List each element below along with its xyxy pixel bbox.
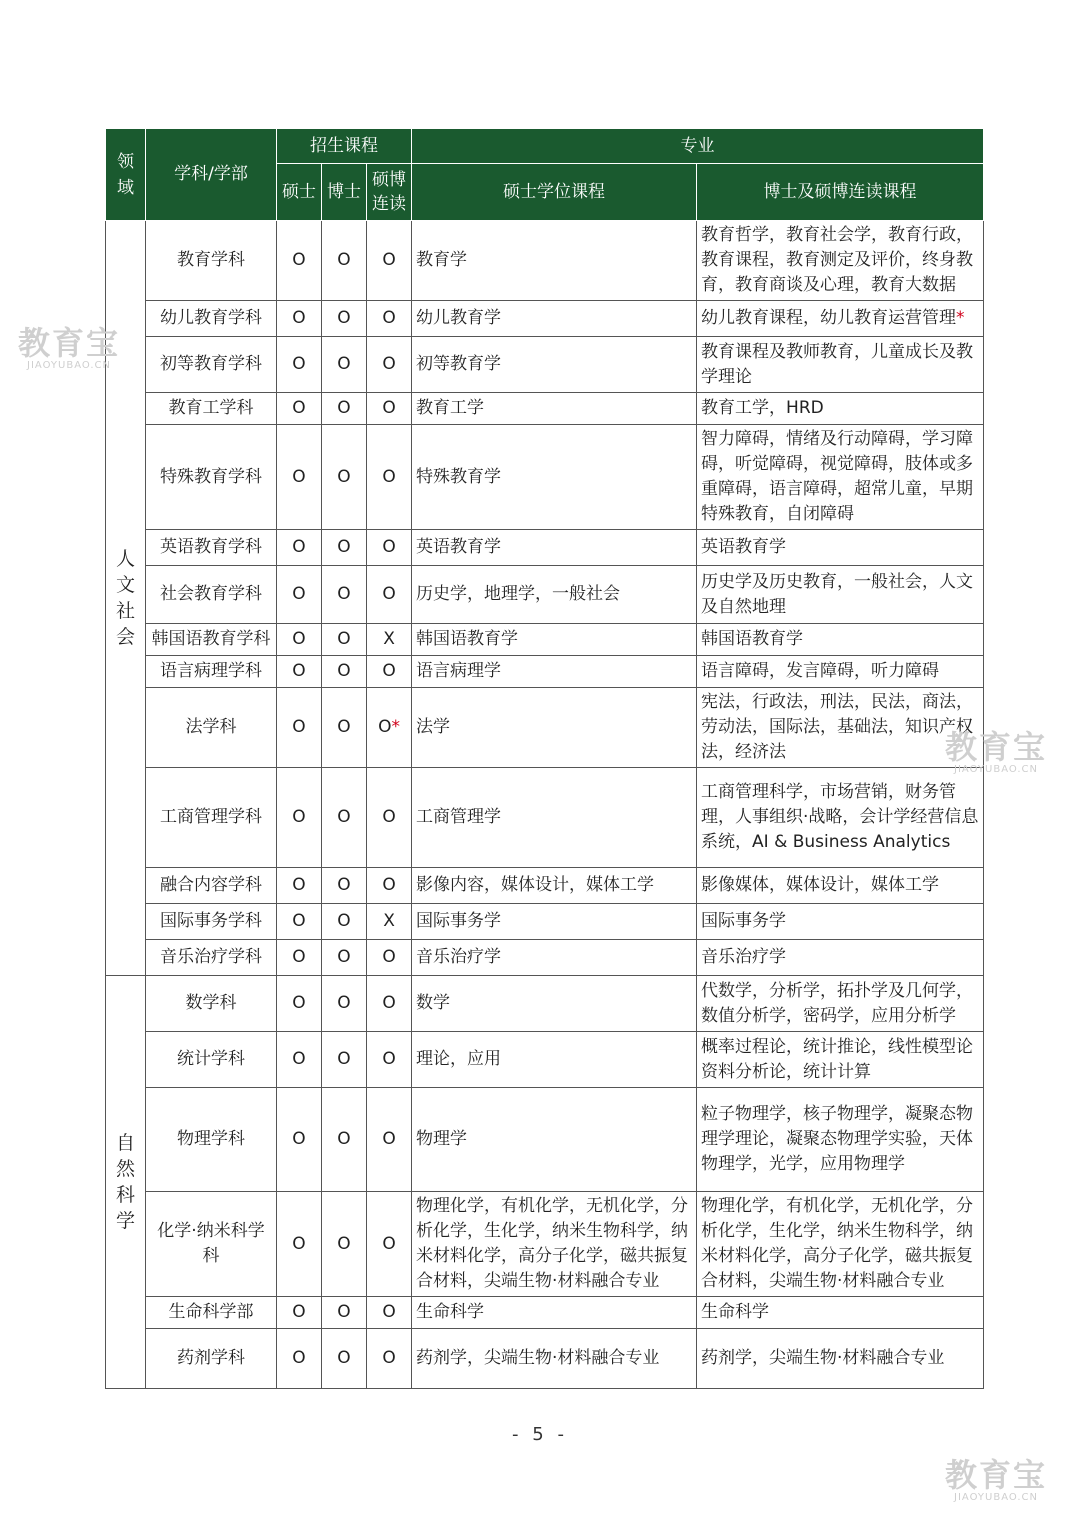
master-course-cell: 法学 — [412, 688, 697, 768]
master-mark: O — [277, 904, 322, 940]
combined-mark: O — [367, 221, 412, 301]
doctor-mark: O — [322, 393, 367, 425]
master-mark: O — [277, 940, 322, 976]
table-row — [106, 1329, 984, 1389]
master-mark: O — [277, 1088, 322, 1192]
master-course-cell: 物理学 — [412, 1088, 697, 1192]
master-course-cell: 数学 — [412, 976, 697, 1032]
dept-cell: 化学·纳米科学科 — [146, 1192, 277, 1297]
table-row — [106, 530, 984, 566]
dept-cell: 生命科学部 — [146, 1297, 277, 1329]
doctor-course-cell: 英语教育学 — [697, 530, 984, 566]
table-row — [106, 221, 984, 301]
header-enroll-group: 招生课程 — [277, 129, 412, 164]
dept-cell: 药剂学科 — [146, 1329, 277, 1389]
doctor-mark: O — [322, 768, 367, 868]
master-mark: O — [277, 688, 322, 768]
combined-mark: O — [367, 1329, 412, 1389]
area-label: 自然科学 — [115, 1131, 135, 1232]
doctor-course-cell: 宪法，行政法，刑法，民法，商法，劳动法，国际法，基础法，知识产权法，经济法 — [697, 688, 984, 768]
combined-mark: O — [367, 1032, 412, 1088]
doctor-mark: O — [322, 904, 367, 940]
dept-cell: 英语教育学科 — [146, 530, 277, 566]
dept-cell: 初等教育学科 — [146, 337, 277, 393]
header-major-group: 专业 — [412, 129, 984, 164]
master-course-cell: 国际事务学 — [412, 904, 697, 940]
doctor-mark: O — [322, 337, 367, 393]
header-master: 硕士 — [277, 164, 322, 221]
doctor-course-cell: 智力障碍，情绪及行动障碍，学习障碍，听觉障碍，视觉障碍，肢体或多重障碍，语言障碍，超常儿童，早期特殊教育，自闭障碍 — [697, 425, 984, 530]
dept-cell: 统计学科 — [146, 1032, 277, 1088]
dept-cell: 法学科 — [146, 688, 277, 768]
master-mark: O — [277, 1192, 322, 1297]
combined-mark: O — [367, 976, 412, 1032]
doctor-course-cell: 药剂学，尖端生物·材料融合专业 — [697, 1329, 984, 1389]
combined-mark: O — [367, 1297, 412, 1329]
master-course-cell: 物理化学，有机化学，无机化学，分析化学，生化学，纳米生物科学，纳米材料化学，高分子化学，磁共振复合材料，尖端生物·材料融合专业 — [412, 1192, 697, 1297]
master-course-cell: 幼儿教育学 — [412, 301, 697, 337]
doctor-mark: O — [322, 688, 367, 768]
doctor-mark: O — [322, 656, 367, 688]
table-row — [106, 768, 984, 868]
doctor-mark: O — [322, 1297, 367, 1329]
doctor-course-cell: 生命科学 — [697, 1297, 984, 1329]
dept-cell: 物理学科 — [146, 1088, 277, 1192]
master-mark: O — [277, 566, 322, 624]
note-asterisk: * — [391, 717, 400, 737]
doctor-mark: O — [322, 868, 367, 904]
combined-mark: O — [367, 1192, 412, 1297]
doctor-course-cell: 国际事务学 — [697, 904, 984, 940]
combined-mark: O — [367, 425, 412, 530]
combined-mark: O — [367, 768, 412, 868]
header-master-course: 硕士学位课程 — [412, 164, 697, 221]
dept-cell: 数学科 — [146, 976, 277, 1032]
combined-mark: X — [367, 624, 412, 656]
master-mark: O — [277, 976, 322, 1032]
dept-cell: 国际事务学科 — [146, 904, 277, 940]
area-label: 人文社会 — [115, 547, 135, 648]
dept-cell: 语言病理学科 — [146, 656, 277, 688]
doctor-mark: O — [322, 976, 367, 1032]
table-row — [106, 656, 984, 688]
master-mark: O — [277, 656, 322, 688]
master-course-cell: 工商管理学 — [412, 768, 697, 868]
doctor-mark: O — [322, 624, 367, 656]
header-dept: 学科/学部 — [146, 129, 277, 221]
master-mark: O — [277, 301, 322, 337]
master-mark: O — [277, 425, 322, 530]
dept-cell: 教育学科 — [146, 221, 277, 301]
master-mark: O — [277, 624, 322, 656]
watermark-logo: 教育宝 JIAOYUBAO.CN — [18, 324, 121, 371]
combined-mark: O — [367, 868, 412, 904]
doctor-course-cell: 概率过程论，统计推论，线性模型论资料分析论，统计计算 — [697, 1032, 984, 1088]
header-doctor: 博士 — [322, 164, 367, 221]
master-mark: O — [277, 1329, 322, 1389]
table-row — [106, 301, 984, 337]
doctor-course-cell: 工商管理科学，市场营销，财务管理，人事组织·战略，会计学经营信息系统，AI & Business Analytics — [697, 768, 984, 868]
master-course-cell: 特殊教育学 — [412, 425, 697, 530]
doctor-mark: O — [322, 221, 367, 301]
page-number: - 5 - — [512, 1424, 568, 1445]
watermark-logo: 教育宝 JIAOYUBAO.CN — [945, 1456, 1048, 1503]
dept-cell: 社会教育学科 — [146, 566, 277, 624]
table-row — [106, 1032, 984, 1088]
dept-cell: 韩国语教育学科 — [146, 624, 277, 656]
header-combined: 硕博连读 — [367, 164, 412, 221]
area-cell — [106, 976, 146, 1389]
doctor-course-cell: 语言障碍，发言障碍，听力障碍 — [697, 656, 984, 688]
doctor-course-cell: 历史学及历史教育，一般社会，人文及自然地理 — [697, 566, 984, 624]
combined-mark: O — [367, 566, 412, 624]
doctor-mark: O — [322, 1192, 367, 1297]
master-mark: O — [277, 768, 322, 868]
master-course-cell: 语言病理学 — [412, 656, 697, 688]
combined-mark: O — [367, 301, 412, 337]
dept-cell: 音乐治疗学科 — [146, 940, 277, 976]
doctor-course-cell: 教育课程及教师教育，儿童成长及教学理论 — [697, 337, 984, 393]
master-mark: O — [277, 868, 322, 904]
combined-mark: O* — [367, 688, 412, 768]
doctor-course-cell: 幼儿教育课程，幼儿教育运营管理* — [697, 301, 984, 337]
doctor-course-cell: 代数学，分析学，拓扑学及几何学，数值分析学，密码学，应用分析学 — [697, 976, 984, 1032]
combined-mark: O — [367, 1088, 412, 1192]
master-mark: O — [277, 1032, 322, 1088]
doctor-mark: O — [322, 301, 367, 337]
table-row — [106, 1192, 984, 1297]
master-course-cell: 历史学，地理学，一般社会 — [412, 566, 697, 624]
combined-mark: X — [367, 904, 412, 940]
doctor-course-cell: 物理化学，有机化学，无机化学，分析化学，生化学，纳米生物科学，纳米材料化学，高分子化学，磁共振复合材料，尖端生物·材料融合专业 — [697, 1192, 984, 1297]
dept-cell: 教育工学科 — [146, 393, 277, 425]
master-course-cell: 理论，应用 — [412, 1032, 697, 1088]
doctor-mark: O — [322, 940, 367, 976]
doctor-mark: O — [322, 566, 367, 624]
note-asterisk: * — [956, 308, 965, 328]
table-row — [106, 688, 984, 768]
master-mark: O — [277, 1297, 322, 1329]
dept-cell: 特殊教育学科 — [146, 425, 277, 530]
table-row — [106, 904, 984, 940]
doctor-mark: O — [322, 1088, 367, 1192]
master-course-cell: 初等教育学 — [412, 337, 697, 393]
doctor-mark: O — [322, 1329, 367, 1389]
master-course-cell: 音乐治疗学 — [412, 940, 697, 976]
master-mark: O — [277, 393, 322, 425]
master-course-cell: 英语教育学 — [412, 530, 697, 566]
table-row — [106, 976, 984, 1032]
doctor-mark: O — [322, 425, 367, 530]
table-row — [106, 1088, 984, 1192]
table-row — [106, 940, 984, 976]
doctor-course-cell: 教育哲学，教育社会学，教育行政，教育课程，教育测定及评价，终身教育，教育商谈及心理，教育大数据 — [697, 221, 984, 301]
combined-mark: O — [367, 393, 412, 425]
doctor-course-cell: 韩国语教育学 — [697, 624, 984, 656]
combined-mark: O — [367, 337, 412, 393]
table-row — [106, 393, 984, 425]
table-row — [106, 337, 984, 393]
master-course-cell: 韩国语教育学 — [412, 624, 697, 656]
master-mark: O — [277, 337, 322, 393]
dept-cell: 融合内容学科 — [146, 868, 277, 904]
master-course-cell: 生命科学 — [412, 1297, 697, 1329]
header-doctor-course: 博士及硕博连读课程 — [697, 164, 984, 221]
combined-mark: O — [367, 656, 412, 688]
doctor-course-cell: 粒子物理学，核子物理学，凝聚态物理学理论，凝聚态物理学实验，天体物理学，光学，应用物理学 — [697, 1088, 984, 1192]
table-row — [106, 566, 984, 624]
dept-cell: 幼儿教育学科 — [146, 301, 277, 337]
table-row — [106, 1297, 984, 1329]
watermark-logo: 教育宝 JIAOYUBAO.CN — [945, 728, 1048, 775]
table-row — [106, 425, 984, 530]
doctor-mark: O — [322, 1032, 367, 1088]
table-row — [106, 868, 984, 904]
master-course-cell: 教育工学 — [412, 393, 697, 425]
doctor-mark: O — [322, 530, 367, 566]
master-mark: O — [277, 221, 322, 301]
master-course-cell: 教育学 — [412, 221, 697, 301]
combined-mark: O — [367, 530, 412, 566]
doctor-course-cell: 影像媒体，媒体设计，媒体工学 — [697, 868, 984, 904]
program-table — [105, 128, 984, 1389]
master-mark: O — [277, 530, 322, 566]
combined-mark: O — [367, 940, 412, 976]
table-row — [106, 624, 984, 656]
doctor-course-cell: 教育工学，HRD — [697, 393, 984, 425]
master-course-cell: 药剂学，尖端生物·材料融合专业 — [412, 1329, 697, 1389]
master-course-cell: 影像内容，媒体设计，媒体工学 — [412, 868, 697, 904]
header-area: 领域 — [106, 129, 146, 221]
doctor-course-cell: 音乐治疗学 — [697, 940, 984, 976]
dept-cell: 工商管理学科 — [146, 768, 277, 868]
